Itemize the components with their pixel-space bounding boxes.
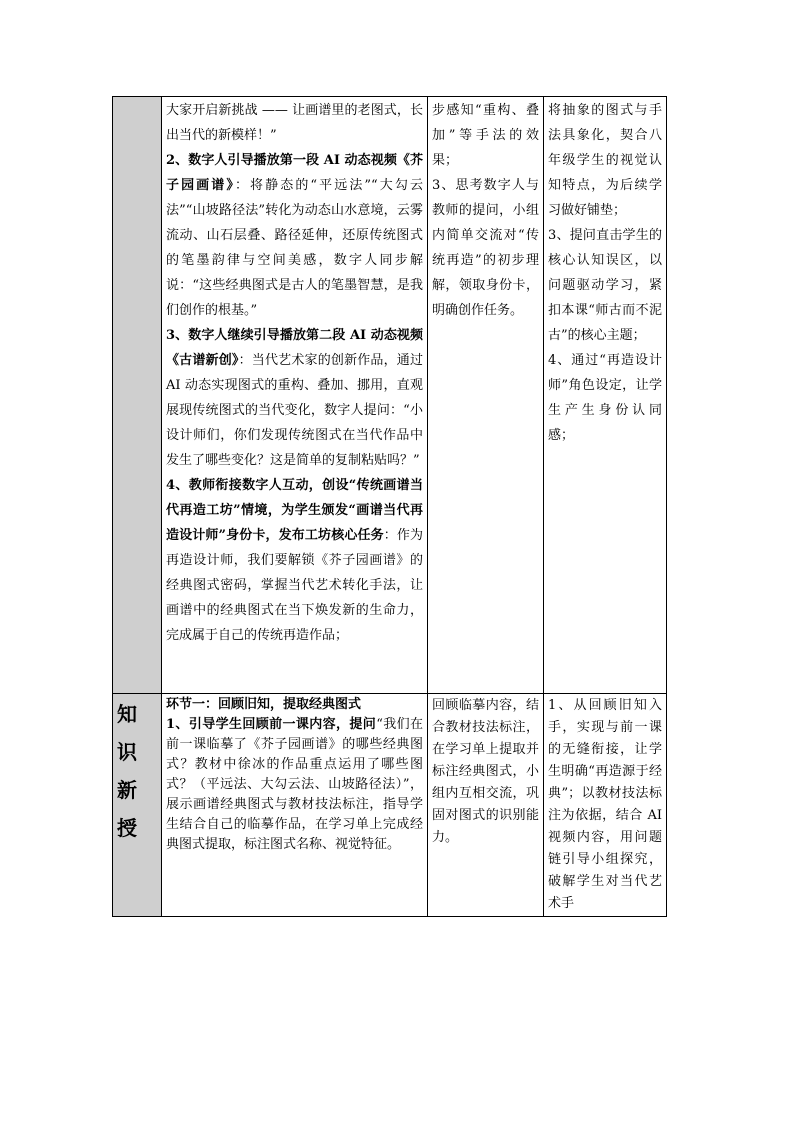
design-intent-text: 1、从回顾旧知入手，实现与前一课的无缝衔接，让学生明确“再造源于经典”；以教材技法标注为依据，结合 AI 视频内容，用问题链引导小组探究，破解学生对当代艺术手 [548, 698, 667, 911]
student-activity-text: 回顾临摹内容，结合教材技法标注，在学习单上提取并标注经典图式，小组内互相交流，巩固对图式的识别能力。 [432, 698, 539, 845]
stage-char: 知 [117, 702, 137, 726]
activity-paragraph: 3、数字人继续引导播放第二段 AI 动态视频《古谱新创》：当代艺术家的创新作品，通过 AI 动态实现图式的重构、叠加、挪用，直观展现传统图式的当代变化，数字人提问：“小设计师们，你们发现传统图式在当代作品中发生了哪些变化？这是简单的复制粘贴吗？” [166, 328, 423, 468]
activity-paragraph: 环节一：回顾旧知，提取经典图式 [166, 697, 362, 712]
stage-cell [113, 97, 162, 694]
activity-paragraph: 大家开启新挑战 —— 让画谱里的老图式，长出当代的新模样！” [166, 103, 423, 143]
table-row [113, 694, 667, 917]
stage-char: 新 [117, 778, 137, 802]
design-intent-cell [544, 694, 667, 917]
design-intent-text: 将抽象的图式与手法具象化，契合八年级学生的视觉认知特点，为后续学习做好铺垫； 3、提问直击学生的核心认知误区，以问题驱动学习，紧扣本课“师古而不泥古”的核心主题； 4、通过“再造设计师”角色设定，让学生产生身份认同感； [548, 103, 662, 443]
table-row [113, 97, 667, 694]
activity-paragraph: 2、数字人引导播放第一段 AI 动态视频《芥子园画谱》：将静态的“平远法”“大勾云法”“山坡路径法”转化为动态山水意境，云雾流动、山石层叠、路径延伸，还原传统图式的笔墨韵律与空间美感，数字人同步解说：“这些经典图式是古人的笔墨智慧，是我们创作的根基。” [166, 153, 423, 318]
student-activity-cell [428, 694, 544, 917]
activity-paragraph: 4、教师衔接数字人互动，创设“传统画谱当代再造工坊”情境，为学生颁发“画谱当代再造设计师”身份卡，发布工坊核心任务：作为再造设计师，我们要解锁《芥子园画谱》的经典图式密码，掌握当代艺术转化手法，让画谱中的经典图式在当下焕发新的生命力，完成属于自己的传统再造作品； [166, 478, 423, 643]
activity-paragraph: 1、引导学生回顾前一课内容，提问“我们在前一课临摹了《芥子园画谱》的哪些经典图式？教材中徐冰的作品重点运用了哪些图式？（平远法、大勾云法、山坡路径法）”，展示画谱经典图式与教材技法标注，指导学生结合自己的临摹作品，在学习单上完成经典图式提取，标注图式名称、视觉特征。 [166, 717, 424, 852]
teacher-activity-cell [162, 97, 428, 694]
stage-char: 识 [117, 740, 137, 764]
lesson-plan-table [112, 96, 667, 917]
stage-char: 授 [117, 816, 137, 840]
teacher-activity-cell [162, 694, 428, 917]
student-activity-cell [428, 97, 544, 694]
student-activity-text: 步感知“重构、叠加”等手法的效果； 3、思考数字人与教师的提问，小组内简单交流对“传统再造”的初步理解，领取身份卡，明确创作任务。 [432, 103, 539, 318]
design-intent-cell [544, 97, 667, 694]
stage-cell [113, 694, 162, 917]
